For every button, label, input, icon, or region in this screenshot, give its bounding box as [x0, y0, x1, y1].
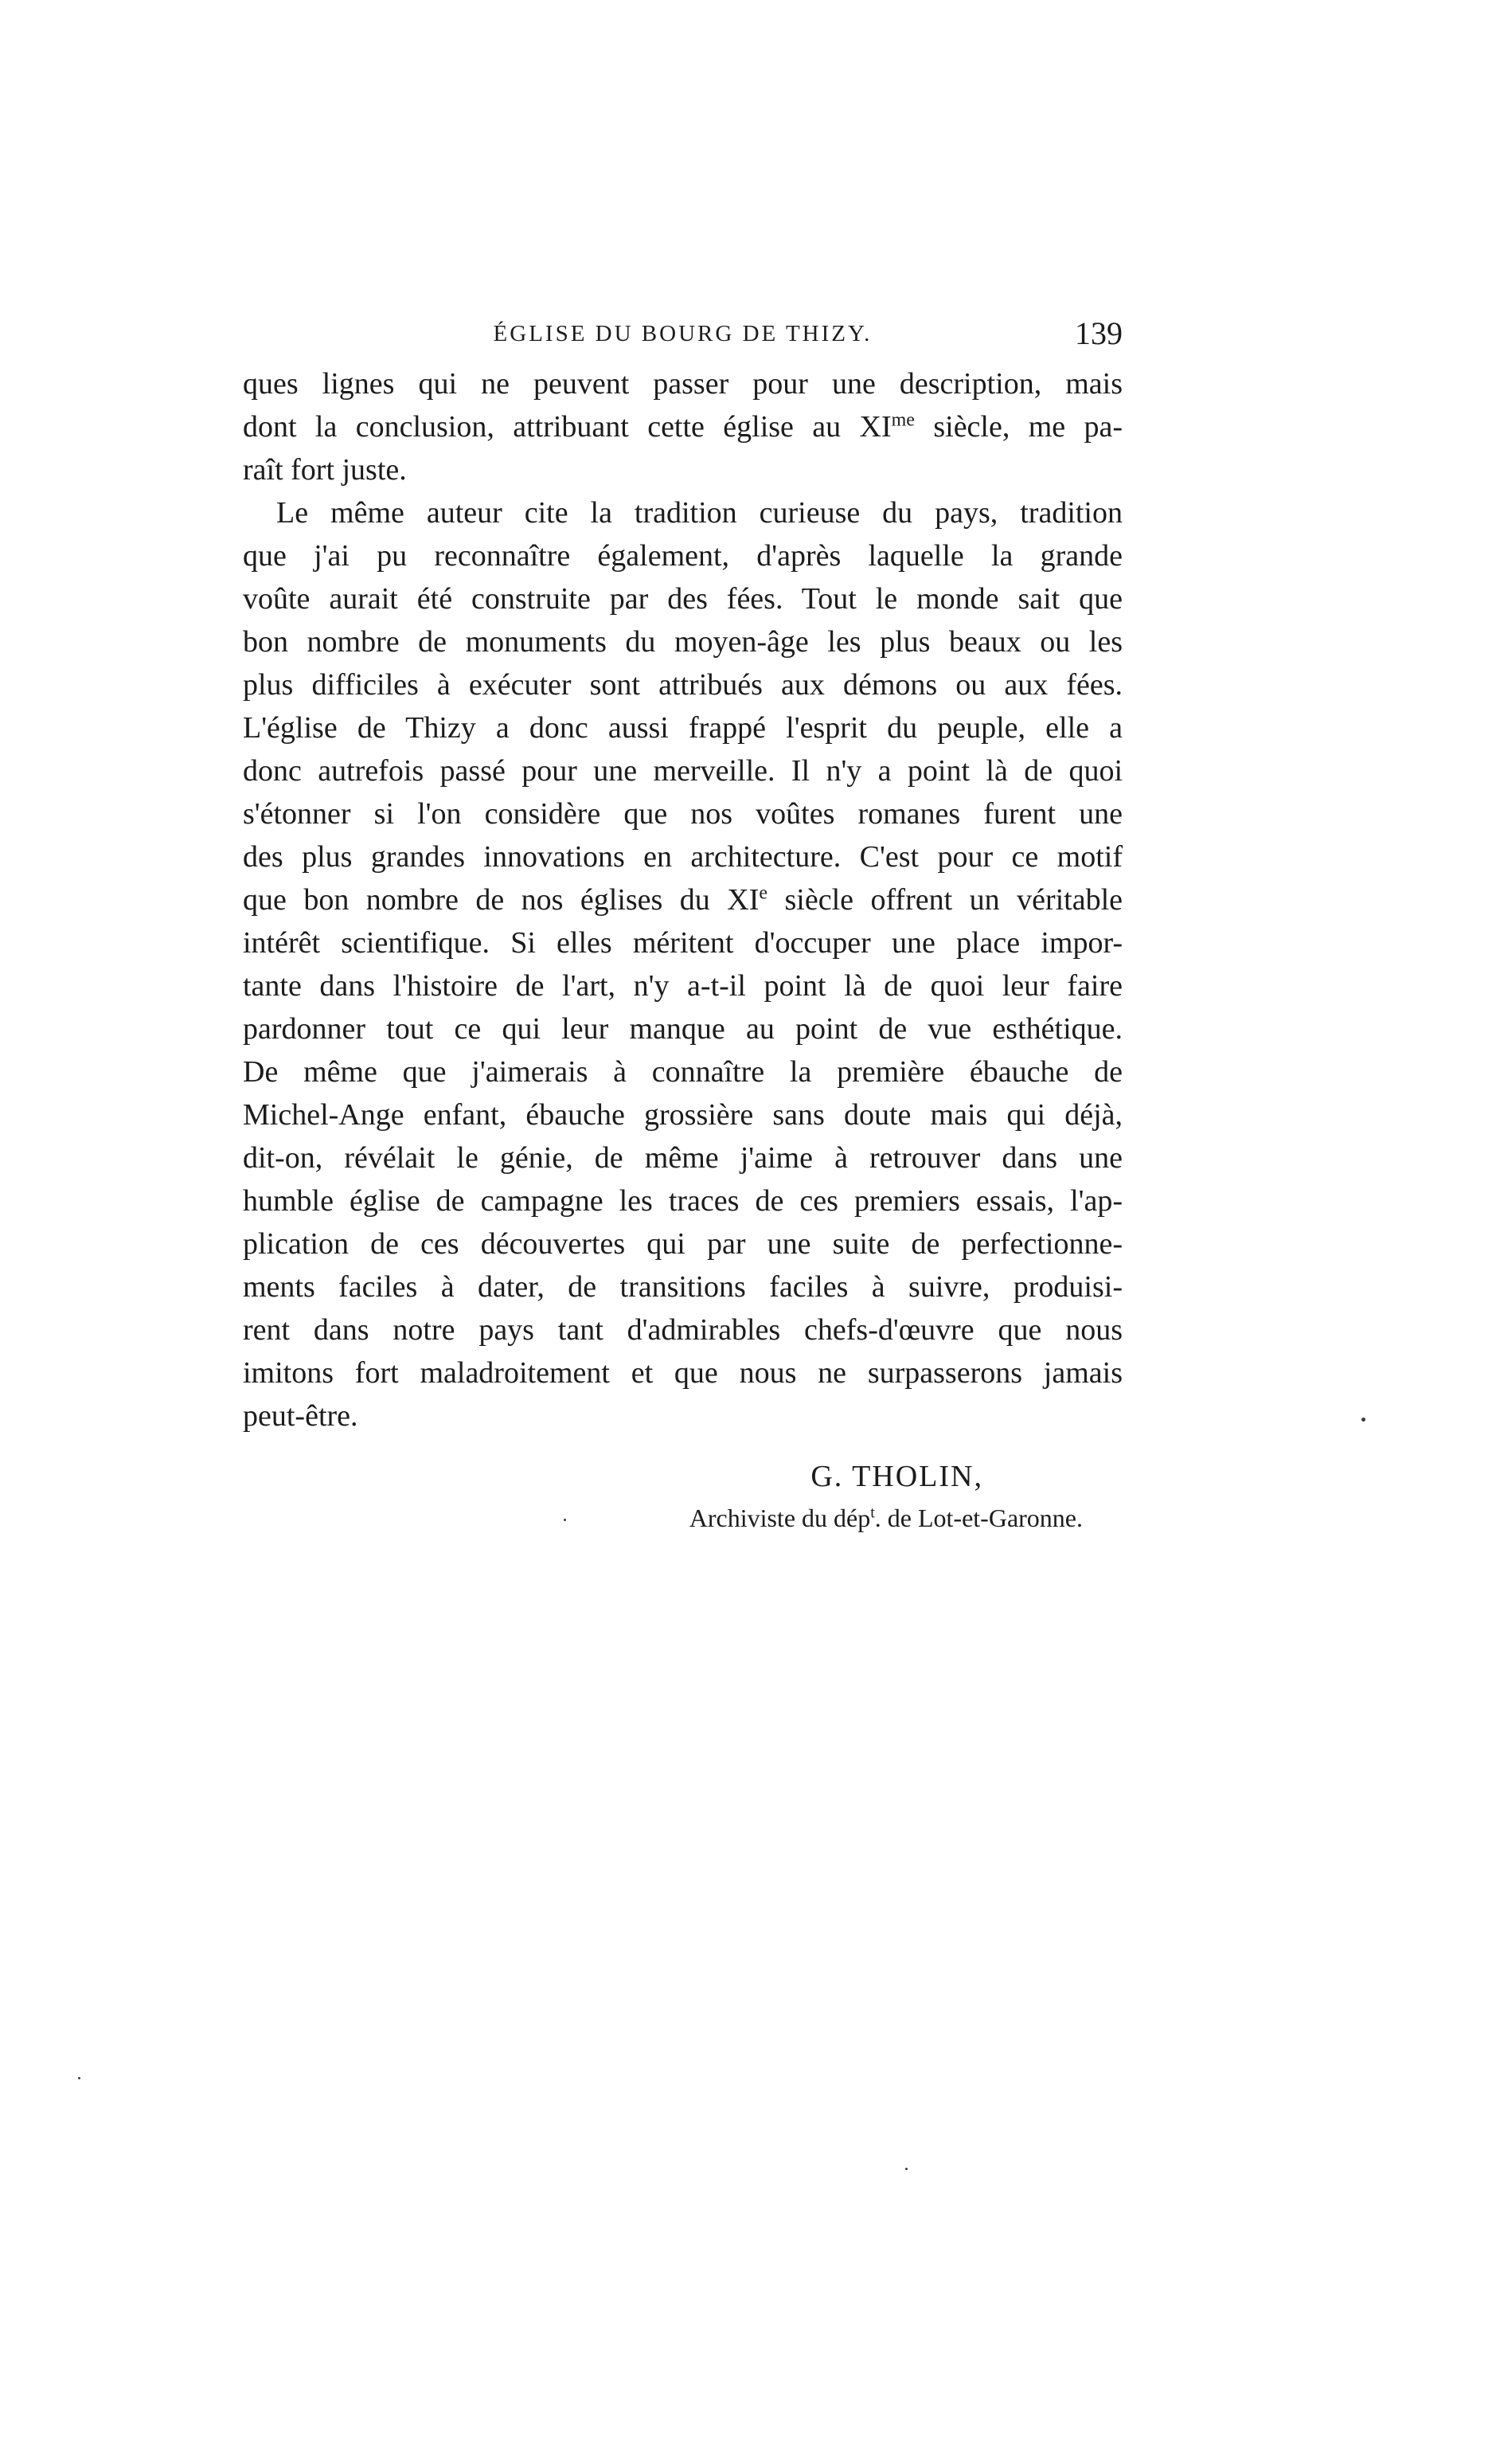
text-line: humble église de campagne les traces de ces premiers essais, l'ap-	[243, 1184, 1123, 1218]
signature-role-prefix: Archiviste du dép	[689, 1504, 871, 1532]
text-fragment: siècle, me pa-	[933, 410, 1123, 444]
text-line	[243, 405, 1123, 448]
text-line: Michel-Ange enfant, ébauche grossière sans doute mais qui déjà,	[243, 1098, 1123, 1132]
text-line: De même que j'aimerais à connaître la première ébauche de	[243, 1055, 1123, 1089]
page-number: 139	[1075, 315, 1123, 351]
body-text	[243, 362, 1123, 1437]
scan-speck	[78, 2077, 80, 2079]
text-line: pardonner tout ce qui leur manque au point de vue esthétique.	[243, 1012, 1123, 1046]
text-line: imitons fort maladroitement et que nous ne surpasserons jamais	[243, 1356, 1123, 1390]
text-line: plication de ces découvertes qui par une suite de perfectionne-	[243, 1227, 1123, 1261]
century-superscript: me	[891, 409, 915, 431]
text-line: raît fort juste.	[243, 453, 407, 487]
signature-name: G. THOLIN,	[810, 1460, 983, 1493]
text-line: intérêt scientifique. Si elles méritent d'occuper une place impor-	[243, 926, 1123, 960]
text-line: L'église de Thizy a donc aussi frappé l'esprit du peuple, elle a	[243, 711, 1123, 745]
century-superscript: e	[759, 882, 768, 904]
scan-speck	[905, 2168, 908, 2170]
text-line: plus difficiles à exécuter sont attribués aux démons ou aux fées.	[243, 668, 1123, 702]
signature-role	[243, 1504, 1083, 1533]
text-fragment: que bon nombre de nos églises du	[243, 883, 710, 917]
text-fragment: siècle offrent un véritable	[784, 883, 1123, 917]
text-line: dit-on, révélait le génie, de même j'aime à retrouver dans une	[243, 1141, 1123, 1175]
scan-speck	[1361, 1418, 1365, 1422]
scan-speck	[564, 1519, 566, 1521]
text-line: rent dans notre pays tant d'admirables chefs-d'œuvre que nous	[243, 1313, 1123, 1347]
century-numeral: XI	[859, 410, 892, 444]
text-line: tante dans l'histoire de l'art, n'y a-t-il point là de quoi leur faire	[243, 969, 1123, 1003]
text-line: que j'ai pu reconnaître également, d'après laquelle la grande	[243, 539, 1123, 573]
text-line: ques lignes qui ne peuvent passer pour une description, mais	[243, 367, 1123, 401]
running-title: ÉGLISE DU BOURG DE THIZY.	[493, 321, 873, 346]
text-line: peut-être.	[243, 1399, 358, 1433]
text-line: s'étonner si l'on considère que nos voûtes romanes furent une	[243, 797, 1123, 831]
signature-role-suffix: . de Lot-et-Garonne.	[874, 1504, 1083, 1532]
text-line: bon nombre de monuments du moyen-âge les plus beaux ou les	[243, 625, 1123, 659]
text-line: Le même auteur cite la tradition curieuse du pays, tradition	[276, 496, 1123, 530]
text-line	[243, 878, 1123, 921]
running-head	[243, 315, 1123, 354]
signature-role-superscript: t	[870, 1504, 875, 1522]
text-line: donc autrefois passé pour une merveille. Il n'y a point là de quoi	[243, 754, 1123, 788]
text-line: ments faciles à dater, de transitions faciles à suivre, produisi-	[243, 1270, 1123, 1304]
text-line: des plus grandes innovations en architecture. C'est pour ce motif	[243, 840, 1123, 874]
century-numeral: XI	[727, 883, 760, 917]
text-line: voûte aurait été construite par des fées. Tout le monde sait que	[243, 582, 1123, 616]
text-fragment: dont la conclusion, attribuant cette église au	[243, 410, 842, 444]
